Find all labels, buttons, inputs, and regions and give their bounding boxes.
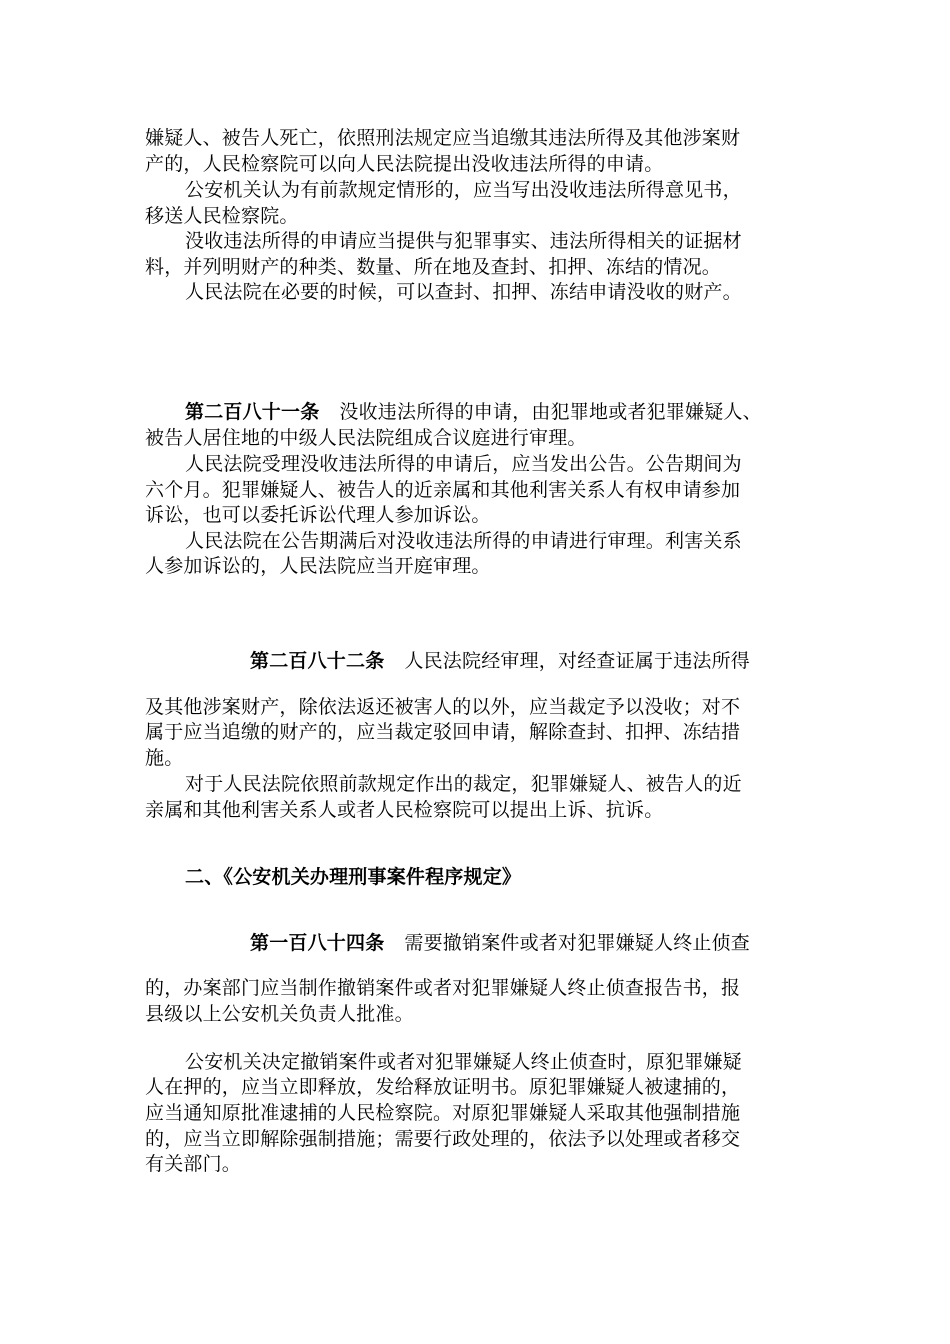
text-line: 人民法院在必要的时候，可以查封、扣押、冻结申请没收的财产。 <box>185 281 742 303</box>
article-281-line <box>185 399 845 425</box>
text-line: 人民法院受理没收违法所得的申请后，应当发出公告。公告期间为 <box>185 453 742 475</box>
text-line: 应当通知原批准逮捕的人民检察院。对原犯罪嫌疑人采取其他强制措施 <box>145 1102 741 1124</box>
text-line: 六个月。犯罪嫌疑人、被告人的近亲属和其他利害关系人有权申请参加 <box>145 479 741 501</box>
text-line: 有关部门。 <box>145 1153 242 1175</box>
text-line: 亲属和其他利害关系人或者人民检察院可以提出上诉、抗诉。 <box>145 799 664 821</box>
text-line: 县级以上公安机关负责人批准。 <box>145 1003 414 1025</box>
text-line: 人参加诉讼的，人民法院应当开庭审理。 <box>145 555 491 577</box>
text-line: 人在押的，应当立即释放，发给释放证明书。原犯罪嫌疑人被逮捕的， <box>145 1076 741 1098</box>
article-282-line <box>250 648 910 674</box>
text-line: 料，并列明财产的种类、数量、所在地及查封、扣押、冻结的情况。 <box>145 256 722 278</box>
article-184-line <box>250 930 910 956</box>
text-line: 没收违法所得的申请应当提供与犯罪事实、违法所得相关的证据材 <box>185 230 742 252</box>
text-line: 人民法院在公告期满后对没收违法所得的申请进行审理。利害关系 <box>185 530 742 552</box>
article-heading: 第二百八十一条 <box>185 401 320 423</box>
text-line: 施。 <box>145 747 184 769</box>
article-heading: 第一百八十四条 <box>250 932 385 954</box>
text-span: 需要撤销案件或者对犯罪嫌疑人终止侦查 <box>404 932 751 954</box>
text-line: 的，办案部门应当制作撤销案件或者对犯罪嫌疑人终止侦查报告书，报 <box>145 977 741 999</box>
text-line: 嫌疑人、被告人死亡，依照刑法规定应当追缴其违法所得及其他涉案财 <box>145 127 741 149</box>
text-line: 对于人民法院依照前款规定作出的裁定，犯罪嫌疑人、被告人的近 <box>185 773 742 795</box>
text-span: 没收违法所得的申请，由犯罪地或者犯罪嫌疑人、 <box>339 401 762 423</box>
section-title: 二、《公安机关办理刑事案件程序规定》 <box>185 866 522 888</box>
text-line: 被告人居住地的中级人民法院组成合议庭进行审理。 <box>145 427 587 449</box>
text-line: 移送人民检察院。 <box>145 205 299 227</box>
text-span: 人民法院经审理，对经查证属于违法所得 <box>404 650 751 672</box>
article-heading: 第二百八十二条 <box>250 650 385 672</box>
text-line: 及其他涉案财产，除依法返还被害人的以外，应当裁定予以没收；对不 <box>145 696 741 718</box>
text-line: 属于应当追缴的财产的，应当裁定驳回申请，解除查封、扣押、冻结措 <box>145 721 741 743</box>
text-line: 公安机关决定撤销案件或者对犯罪嫌疑人终止侦查时，原犯罪嫌疑 <box>185 1051 742 1073</box>
text-line: 的，应当立即解除强制措施；需要行政处理的，依法予以处理或者移交 <box>145 1128 741 1150</box>
text-line: 产的，人民检察院可以向人民法院提出没收违法所得的申请。 <box>145 153 664 175</box>
text-line: 诉讼，也可以委托诉讼代理人参加诉讼。 <box>145 504 491 526</box>
text-line: 公安机关认为有前款规定情形的，应当写出没收违法所得意见书， <box>185 179 742 201</box>
